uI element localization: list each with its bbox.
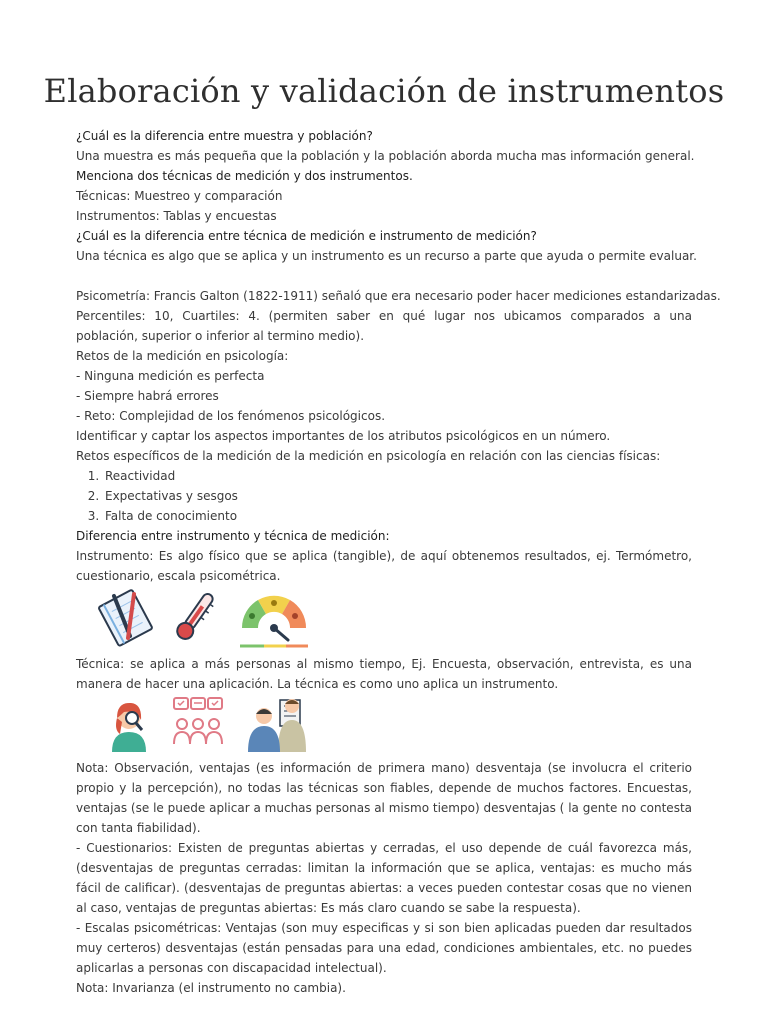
cuestionarios-paragraph: - Cuestionarios: Existen de preguntas abiertas y cerradas, el uso depende de cuál favorezca más, (desventajas de preguntas cerradas: limitan la información que se aplica, ventajas: es mucho más fácil de calificar). (desventajas de preguntas abiertas: a veces pueden contestar cosas que no vienen al caso, ventajas de preguntas abiertas: Es más claro cuando se sabe la respuesta). <box>76 841 692 915</box>
notebook-pencil-icon <box>94 586 156 648</box>
answer-2-tecnicas: Técnicas: Muestreo y comparación <box>76 189 283 203</box>
survey-group-icon <box>170 694 226 750</box>
list-item: 1. Reactividad <box>103 466 692 486</box>
question-2: Menciona dos técnicas de medición y dos instrumentos. <box>76 169 413 183</box>
instrument-icons-row <box>76 586 692 654</box>
psicometria-paragraph: Psicometría: Francis Galton (1822-1911) señaló que era necesario poder hacer mediciones estandarizadas. <box>76 289 721 303</box>
escalas-paragraph: - Escalas psicométricas: Ventajas (son muy especificas y si son bien aplicadas pueden dar resultados muy certeros) desventajas (están pensadas para una edad, condiciones ambientales, etc. no puedes aplicarlas a personas con discapacidad intelectual). <box>76 921 692 975</box>
page-title: Elaboración y validación de instrumentos <box>43 72 725 110</box>
especificos-title: Retos específicos de la medición de la medición en psicología en relación con las ciencias físicas: <box>76 449 661 463</box>
identificar-paragraph: Identificar y captar los aspectos importantes de los atributos psicológicos en un número. <box>76 429 611 443</box>
percentiles-paragraph: Percentiles: 10, Cuartiles: 4. (permiten saber en qué lugar nos ubicamos comparados a una población, superior o inferior al termino medio). <box>76 309 692 343</box>
reto-item: - Ninguna medición es perfecta <box>76 369 265 383</box>
especificos-list <box>76 466 692 526</box>
tecnica-paragraph: Técnica: se aplica a más personas al mismo tiempo, Ej. Encuesta, observación, entrevista, es una manera de hacer una aplicación. La técnica es como uno aplica un instrumento. <box>76 657 692 691</box>
diferencia-title: Diferencia entre instrumento y técnica de medición: <box>76 529 390 543</box>
answer-3: Una técnica es algo que se aplica y un instrumento es un recurso a parte que ayuda o permite evaluar. <box>76 249 697 263</box>
instrumento-paragraph: Instrumento: Es algo físico que se aplica (tangible), de aquí obtenemos resultados, ej. Termómetro, cuestionario, escala psicométrica. <box>76 549 692 583</box>
interview-icon <box>244 694 310 754</box>
technique-icons-row <box>76 694 692 758</box>
magnifier-person-icon <box>102 694 156 754</box>
thermometer-icon <box>164 586 226 648</box>
reto-item: - Reto: Complejidad de los fenómenos psicológicos. <box>76 409 386 423</box>
document-body <box>76 126 721 998</box>
answer-1: Una muestra es más pequeña que la población y la población aborda mucha mas información general. <box>76 149 695 163</box>
list-item: 2. Expectativas y sesgos <box>103 486 692 506</box>
emotion-gauge-icon <box>236 586 312 648</box>
nota-invarianza: Nota: Invarianza (el instrumento no cambia). <box>76 981 346 995</box>
retos-title: Retos de la medición en psicología: <box>76 349 289 363</box>
spacer <box>76 266 692 286</box>
list-item: 3. Falta de conocimiento <box>103 506 692 526</box>
reto-item: - Siempre habrá errores <box>76 389 219 403</box>
question-1: ¿Cuál es la diferencia entre muestra y población? <box>76 129 373 143</box>
answer-2-instrumentos: Instrumentos: Tablas y encuestas <box>76 209 277 223</box>
question-3: ¿Cuál es la diferencia entre técnica de medición e instrumento de medición? <box>76 229 537 243</box>
nota-observacion: Nota: Observación, ventajas (es información de primera mano) desventaja (se involucra el criterio propio y la percepción), no todas las técnicas son fiables, depende de muchos factores. Encuestas, ventajas (se le puede aplicar a muchas personas al mismo tiempo) desventajas ( la gente no contesta con tanta fiabilidad). <box>76 761 692 835</box>
